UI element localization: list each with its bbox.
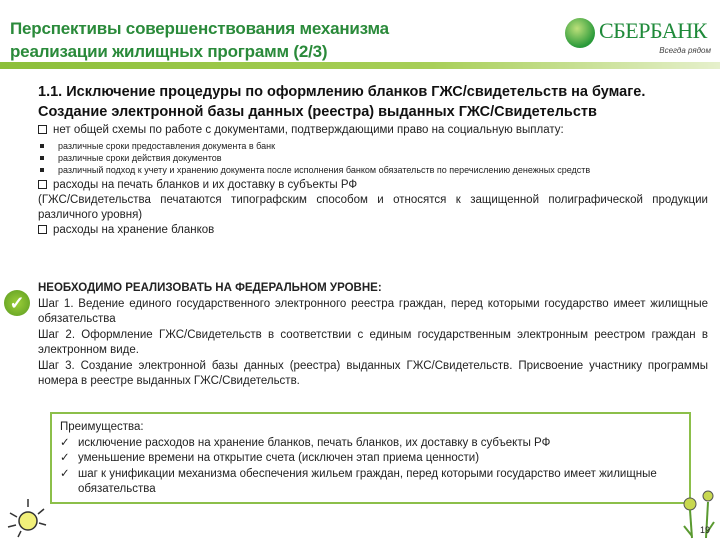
- federal-section: [38, 281, 708, 390]
- header-divider: [0, 62, 720, 69]
- step: Шаг 2. Оформление ГЖС/Свидетельств в соответствии с единым государственным электронным реестром граждан в электронном виде.: [38, 328, 708, 356]
- check-icon: ✓: [60, 467, 70, 480]
- problem-item: [38, 178, 708, 193]
- check-icon: ✓: [60, 452, 70, 464]
- problem-text: расходы на печать бланков и их доставку в субъекты РФ: [53, 179, 358, 191]
- title-line-1: Перспективы совершенствования механизма: [10, 19, 389, 38]
- sub-item: различные сроки предоставления документа в банк: [38, 140, 708, 152]
- section-heading: [38, 82, 718, 122]
- advantage-item: [60, 467, 681, 498]
- federal-heading: НЕОБХОДИМО РЕАЛИЗОВАТЬ НА ФЕДЕРАЛЬНОМ УРОВНЕ:: [38, 282, 382, 294]
- slide-title: [10, 17, 389, 63]
- advantage-text: исключение расходов на хранение бланков, печать бланков, их доставку в субъекты РФ: [78, 436, 551, 449]
- problems-list: [38, 123, 708, 238]
- advantage-item: [60, 451, 681, 467]
- heading-line-1: 1.1. Исключение процедуры по оформлению бланков ГЖС/свидетельств на бумаге.: [38, 84, 646, 100]
- page-number: 19: [700, 525, 711, 535]
- step: Шаг 1. Ведение единого государственного электронного реестра граждан, перед которыми государство имеет жилищные обязательства: [38, 297, 708, 325]
- advantage-text: шаг к унификации механизма обеспечения жильем граждан, перед которыми государство имеет жилищные обязательства: [78, 467, 657, 495]
- logo-text: СБЕРБАНК: [599, 18, 707, 43]
- advantage-text: уменьшение времени на открытие счета (исключен этап приема ценности): [78, 452, 480, 464]
- advantage-item: [60, 436, 681, 452]
- advantages-box: [50, 412, 691, 504]
- step: Шаг 3. Создание электронной базы данных (реестра) выданных ГЖС/Свидетельств. Присвоение участнику программы номера в реестре выданных ГЖС/Свидетельств.: [38, 359, 708, 387]
- problem-note: (ГЖС/Свидетельства печатаются типографским способом и относятся к защищенной полиграфической продукции различного уровня): [38, 194, 708, 221]
- sub-item: различный подход к учету и хранению документа после исполнения банком обязательств по перечислению денежных средств: [38, 164, 708, 176]
- sberbank-logo: [565, 14, 715, 60]
- advantages-title: Преимущества:: [60, 421, 144, 433]
- sun-icon: [4, 495, 48, 539]
- problem-item: [38, 223, 708, 238]
- problem-text: нет общей схемы по работе с документами, подтверждающими право на социальную выплату:: [53, 124, 564, 136]
- checkbox-bullet-icon: [38, 125, 47, 134]
- title-line-2: реализации жилищных программ (2/3): [10, 42, 328, 61]
- problem-item: [38, 123, 708, 138]
- sub-item: различные сроки действия документов: [38, 152, 708, 164]
- sberbank-logo-icon: [565, 18, 595, 48]
- checkbox-bullet-icon: [38, 225, 47, 234]
- heading-line-2: Создание электронной базы данных (реестра) выданных ГЖС/Свидетельств: [38, 104, 597, 120]
- check-icon: ✓: [60, 436, 70, 449]
- checkmark-icon: ✓: [4, 290, 30, 316]
- problem-text: расходы на хранение бланков: [53, 224, 215, 236]
- logo-tagline: Всегда рядом: [659, 46, 711, 55]
- flowers-icon: [678, 488, 720, 540]
- checkbox-bullet-icon: [38, 180, 47, 189]
